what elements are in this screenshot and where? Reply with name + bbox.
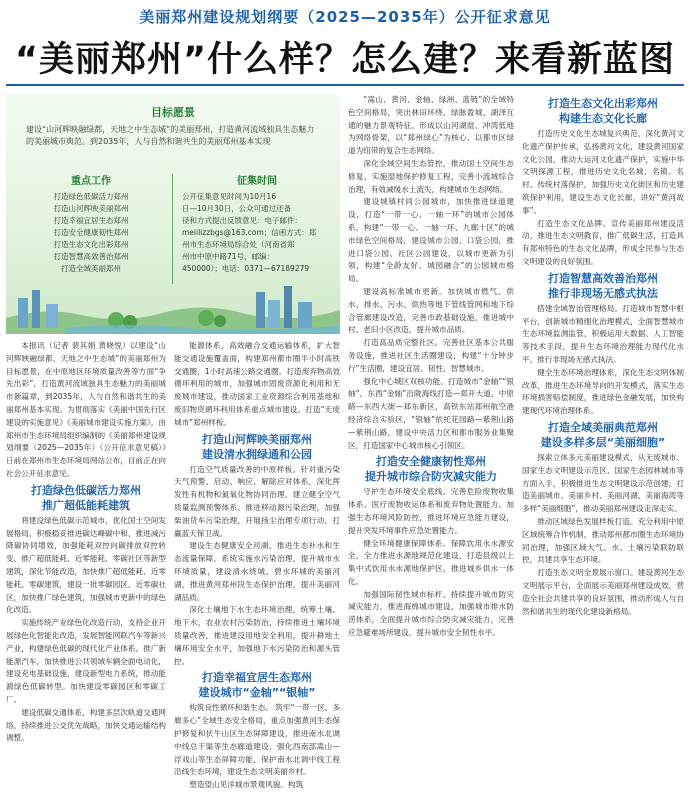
- section-heading: [348, 454, 514, 484]
- paragraph: 深化全域空间生态管控，推动国土空间生态修复，实施湿地保护修复工程，完善小流域综合治理，有效减缓水土流失，构建城市生态网络。: [348, 158, 514, 194]
- solicit-line: 450000）；电话：0371—67189279: [182, 264, 310, 273]
- paragraph: 打造生态文明全景展示窗口。建设黄河生态文明展示平台，全面展示美丽郑州建设成效，营造全社会共建共享的良好氛围，推动形成人与自然和谐共生的现代化建设新格局。: [522, 568, 684, 616]
- paragraph: 搭建全域智治管理格局。打造城市智慧中枢平台，创新城市精细化治理模式，全面智慧城市生态环境监测监管，积极运用大数据、人工智能等技术手段，提升生态环境治理能力现代化水平，推行非现场无感式执法。: [522, 303, 684, 364]
- article-column-2: [174, 340, 340, 792]
- section-heading: [174, 670, 340, 700]
- solicit-line: 径和方式提出反馈意见：电子邮件：: [182, 216, 302, 225]
- tasks-column: [16, 172, 166, 275]
- section-heading-line: 建设清水拥绿通和公园: [202, 447, 312, 461]
- section-heading-line: 打造山河辉映美丽郑州: [202, 432, 312, 446]
- section-heading-line: 打造智慧高效善治郑州: [548, 271, 658, 285]
- banner-infographic: [6, 94, 340, 334]
- paragraph: 加强国际韧性城市标杆。持续提升城市防灾减灾能力，推进海绵城市建设，加强城市排水防涝体系，全面提升城市综合防灾减灾能力，完善应急避难场所建设，提升城市安全韧性水平。: [348, 589, 514, 638]
- task-line: 打造智慧高效善治郑州: [53, 252, 129, 261]
- section-heading-line: 建设多样多层“美丽细胞”: [540, 435, 666, 449]
- paragraph: 推动区域绿色发展样板打造。充分利用中原区域统筹合作机制，推动郑州都市圈生态环境协同治理，加强区域大气、水、土壤污染联防联控，共建共享生态环境。: [522, 516, 684, 565]
- goal-title: 目标愿景: [151, 106, 195, 119]
- paragraph: 健全生态环境治理体系，深化生态文明体制改革，推进生态环境导向的开发模式，落实生态环境损害赔偿制度，推进绿色金融发展，加快构建现代环境治理体系。: [522, 367, 684, 416]
- section-heading-line: 推广超低能耗建筑: [42, 498, 130, 512]
- tasks-title: 重点工作: [71, 176, 111, 187]
- section-heading: [522, 271, 684, 301]
- paragraph: 建设城镇村同公园城市，加快推进绿道建设，打造“一带一心、一轴一环”的城市公园体系，构建“一带一心、一轴一环、九廊十区”的城市绿色空间格局，建设城市公园、口袋公园，推进口袋公园、社区公园建设，以城市更新为引领，构建“全龄友好、城园融合”的公园城市格局。: [348, 197, 514, 284]
- paragraph: 将建设绿色低碳示范城市，优化国土空间发展格局，积极稳妥推进碳达峰碳中和，推进减污降碳协同增效，加强能耗双控向碳排放双控转变，推广超低能耗、近零能耗、零碳社区等新型建筑，深化节能改造，加快推广超低能耗、近零能耗、零碳建筑，建设一批零碳园区、近零碳社区，加快推广绿色建筑，加强城市更新中的绿色化改造。: [6, 515, 166, 615]
- paragraph: 健全环境健康保障体系。保障饮用水水源安全，全力推进水源地规范化建设，打造县级以上集中式饮用水水源地保护区，推进城乡供水一体化。: [348, 538, 514, 586]
- city-skyline-illustration: [6, 278, 340, 334]
- solicit-line: 日—10月30日，公众可通过还备: [182, 204, 292, 213]
- paragraph: 塑造望山见洋城市景观风貌。构筑: [189, 780, 304, 790]
- task-line: 打造幸福宜居生态郑州: [53, 216, 129, 225]
- paragraph: 建设高标准城市更新。加快城市燃气、供水、排水、污水、供热等地下管线管网和地下综合管廊建设改造，完善市政基础设施，推进城中村、老旧小区改造，提升城市品质。: [348, 286, 514, 335]
- section-heading-line: 打造安全健康韧性郑州: [376, 455, 486, 469]
- paragraph: 强化中心城区双核功能。打造城市“金轴”“银轴”，东西“金轴”沿陇海线打造—郑开大道，中原路—东西大街—郑东新区，高铁东站郑州航空港经济综合实验区，“银轴”依托花园路—紫荆山路—紫荆山路，建设中央活力区和都市服务业集聚区，打造国家中心城市核心引领区。: [348, 376, 514, 450]
- solicit-column: [182, 172, 332, 275]
- section-heading-line: 打造生态文化出彩郑州: [548, 97, 658, 110]
- section-heading: [174, 432, 340, 462]
- section-heading-line: 提升城市综合防灾减灾能力: [365, 470, 497, 484]
- article-column-1: [6, 340, 166, 745]
- solicit-title: 征集时间: [237, 176, 277, 187]
- task-line: 打造生态文化出彩郑州: [53, 240, 129, 249]
- task-line: 打造全域美丽郑州: [61, 264, 121, 273]
- paragraph: “嵩山、黄河、金轴、绿洲、蓝链”的全域特色空间格局，突出林田环绕、绿脉盈城、湖泽互通的魅力景观特征。形成以山河湖湿、冲湾低地为网络骨架，以“郑州绿心”为核心、以都市区绿道为纽带的复合生态网络。: [348, 95, 514, 156]
- paragraph: 建设低碳交通体系，构建多层次轨道交通网络，持续推进公交优先战略，加快交通运输结构调整。: [6, 707, 166, 743]
- paragraph: 深化土壤地下水生态环境治理，统筹土壤、地下水、农业农村污染防治，持续推进土壤环境质量改善，推进建设用地安全利用，提升耕地土壤环境安全水平，加强地下水污染防治和源头管控。: [174, 605, 340, 666]
- paragraph: 打造历史文化生态城复兴典范，深化黄河文化遗产保护传承，弘扬黄河文化，建设黄河国家文化公园，推动大运河文化遗产保护，实施中华文明探源工程，推进历史文化名城、名镇、名村、传统村落保护，加强历史文化街区和历史建筑保护利用，建设生态文化长廊，讲好“黄河故事”。: [522, 129, 684, 215]
- subhead: 美丽郑州建设规划纲要（2025—2035年）公开征求意见: [139, 8, 551, 26]
- task-line: 打造山河辉映美丽郑州: [53, 204, 129, 213]
- solicit-line: meiilizzbgs@163.com；信函方式：郑: [182, 228, 317, 237]
- paragraph: 构筑良性循环和谐生态。 筑牢“一带一区、多廊多心”全域生态安全格局，重点加强黄河生态保护修复和伏牛山区生态屏障建设，推进南水北调中线总干渠等生态廊道建设，强化西南部嵩山—浮戏山等生态屏障功能，保护南水北调中线工程沿线生态环境，建设生态文明美丽乡村。: [174, 703, 340, 777]
- article-column-4: [522, 94, 684, 618]
- section-heading-line: 打造全域美丽典范郑州: [548, 420, 658, 434]
- paragraph: 能源体系，高效融合交通运输体系，扩大智能交通设施覆盖面，构建郑州都市圈半小时高铁交通圈，1小时高速公路交通圈。打造废弃物高效循环利用的城市，加强城市固废资源化利用和无废城市建设，推动国家工业资源综合利用基地和废旧物资循环利用体系重点城市建设。打造“无废城市”郑州样板。: [174, 341, 340, 427]
- headline: “美丽郑州”什么样？怎么建？来看新蓝图: [14, 40, 675, 80]
- paragraph: 打造空气质量改善的中原样板。针对重污染天气预警、启动、响应、解除应对体系，深化挥发性有机物和氮氧化物协同治理，建立健全空气质量监测预警体系。推进移动源污染治理，加强柴油货车污染治理，开展扬尘治理专项行动，打赢蓝天保卫战。: [174, 464, 340, 538]
- section-heading-line: 打造幸福宜居生态郑州: [202, 671, 312, 685]
- section-heading: [522, 96, 684, 126]
- task-line: 打造绿色低碳活力郑州: [53, 192, 129, 201]
- goal-text: 建设“山河辉映融绿都，天地之中生态城”的美丽郑州，打造黄河流域独具生态魅力的美丽城市典范。到2035年，人与自然和谐共生的美丽郑州基本实现: [26, 125, 315, 146]
- section-heading: [6, 483, 166, 513]
- solicit-line: 州市中原中路71号，邮编：: [182, 252, 275, 261]
- paragraph: 本报讯（记者 裴其娟 黄晓悦）以建设“山河辉映融绿都，天地之中生态城”的美丽郑州为目标愿景，在中原地区环境质量改善等方面“争先出彩”，打造黄河流域独具生态魅力的美丽城市新篇章，到2035年，人与自然和谐共生的美丽郑州基本实现。为贯彻落实《美丽中国先行区建设的实施意见》《美丽城市建设实施方案》，由郑州市生态环境局组织编制的《美丽郑州建设规划纲要（2025—2035年）（公开征求意见稿）》日前在郑州市生态环境局网站公布，目前正在向社会公开征求意见。: [6, 341, 166, 478]
- paragraph: 实施传统产业绿色化改造行动，支持企业开展绿色化智能化改造，发展智能网联汽车等新兴产业，构建绿色低碳的现代化产业体系。推广新能源汽车，加快推进公共领域车辆全面电动化，建设充电基础设施，建设新型电力系统，推动能源绿色低碳转型。加快建设零碳园区和零碳工厂。: [6, 618, 166, 704]
- paragraph: 守护生态环境安全底线。完善危险废物收集体系、医疗废物收运体系和废弃物处置能力。加强生态环境风险防控，推进环境应急能力建设，提升突发环境事件应急处置能力。: [348, 487, 514, 535]
- solicit-line: 州市生态环境局综合处（河南省郑: [182, 240, 295, 249]
- divider: [6, 84, 684, 86]
- paragraph: 建设生态健康安全河湖，推进生态补水和生态流量保障，系统实施水污染治理，提升城市水环境质量，建设清水绕城、碧水环城的美丽河湖，推进黄河郑州段生态保护治理，提升美丽河湖品质。: [174, 541, 340, 602]
- section-heading-line: 构建生态文化长廊: [559, 112, 647, 125]
- task-line: 打造安全健康韧性郑州: [53, 228, 129, 237]
- banner-divider: [172, 174, 173, 284]
- paragraph: 打造高品质完整社区。完善社区基本公共服务设施，推进社区生活圈建设，构建“十分钟步行”生活圈，建设宜居、韧性、智慧城市。: [348, 338, 514, 373]
- section-heading: [522, 420, 684, 450]
- section-heading-line: 推行非现场无感式执法: [548, 286, 658, 300]
- solicit-line: 公开征集意见时间为10月16: [182, 192, 277, 201]
- section-heading-line: 打造绿色低碳活力郑州: [31, 483, 141, 497]
- article-column-3: [348, 94, 514, 640]
- section-heading-line: 建设城市“金轴”“银轴”: [198, 686, 316, 700]
- paragraph: 探索立体多元美丽建设模式，从无废城市、国家生态文明建设示范区、国家生态园林城市等方面入手，积极推进生态文明建设示范创建，打造美丽城市、美丽乡村、美丽河湖、美丽海湾等多样“美丽细胞”，推动美丽郑州建设走深走实。: [522, 452, 684, 514]
- paragraph: 打造生态文化品牌。宣传美丽郑州建设活动，推进生态文明教育，推广低碳生活，打造具有郑州特色的生态文化品牌，形成全民参与生态文明建设的良好氛围。: [522, 218, 684, 266]
